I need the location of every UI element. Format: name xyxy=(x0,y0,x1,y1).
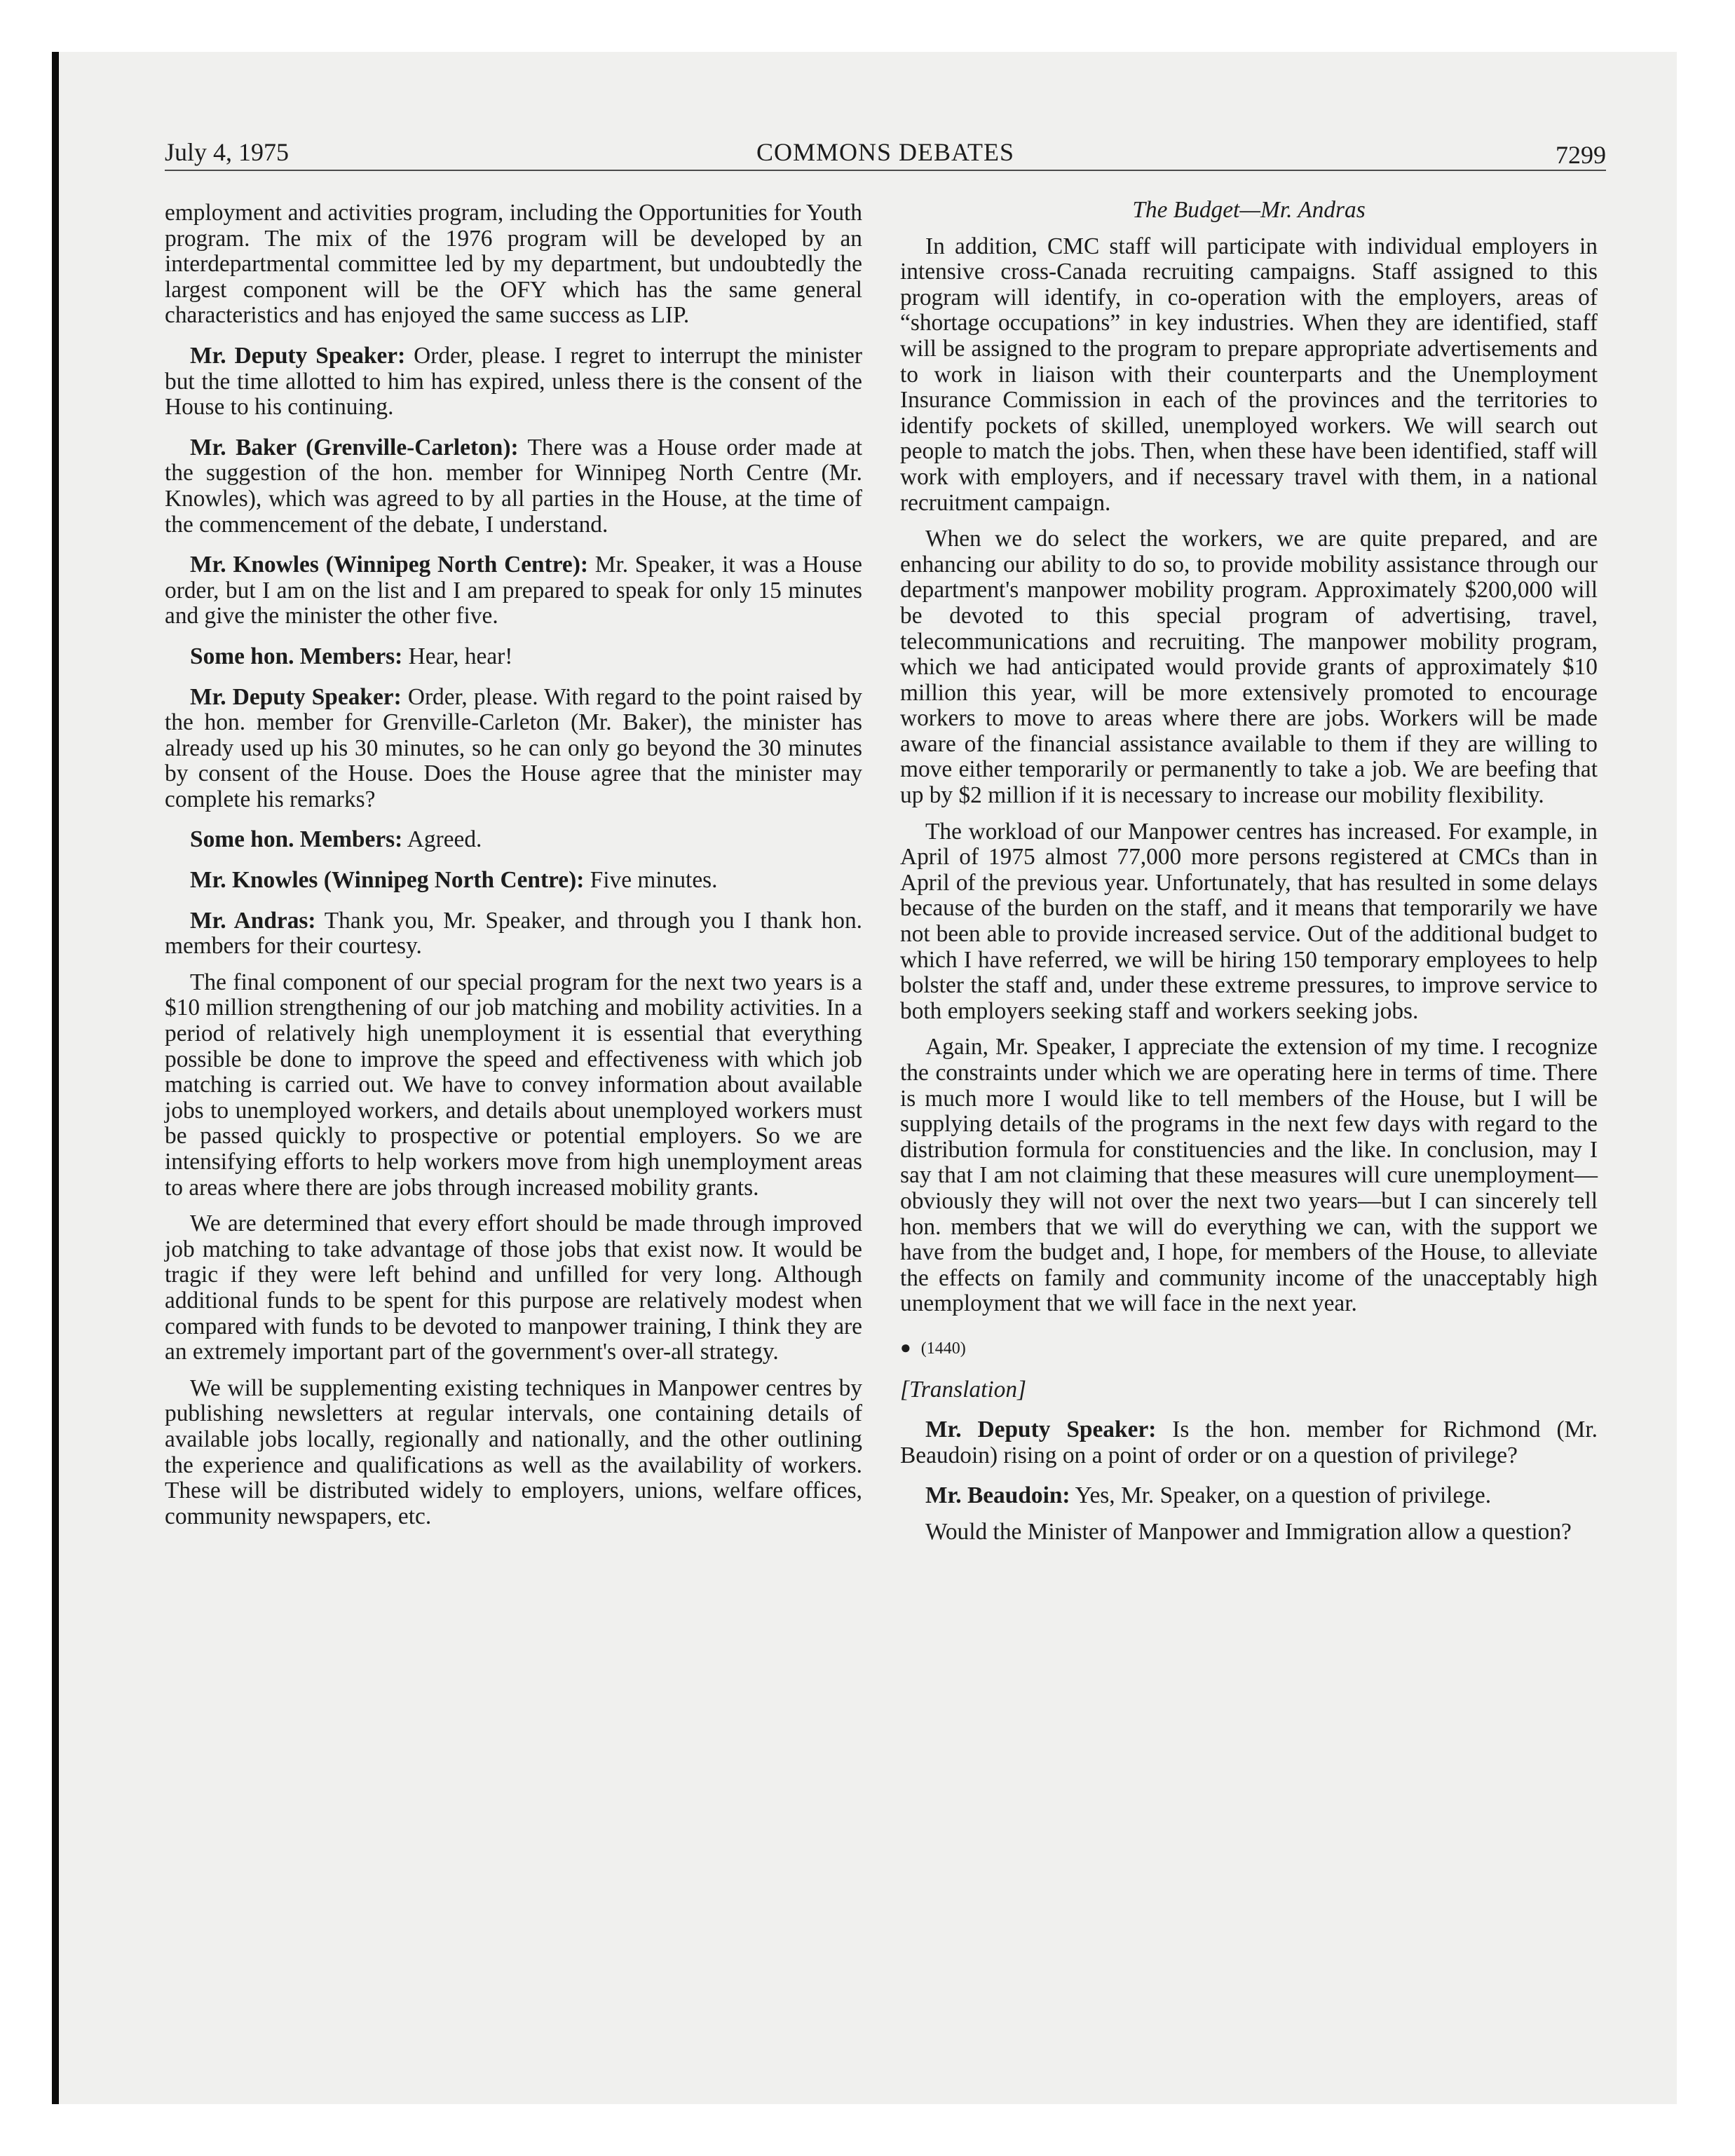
speech-text: Mr. Speaker, it was a House order, but I am on the list and I am prepared to speak for only 15 minutes and give the minister the other five. xyxy=(165,552,862,629)
speech-paragraph xyxy=(165,644,862,670)
speech-paragraph xyxy=(900,1417,1598,1468)
speaker-name: Mr. Baker (Grenville-Carleton): xyxy=(190,434,519,460)
speech-paragraph xyxy=(165,685,862,813)
speaker-name: Mr. Deputy Speaker: xyxy=(925,1417,1157,1443)
header-page-number: 7299 xyxy=(1556,141,1606,169)
speaker-name: Mr. Beaudoin: xyxy=(925,1482,1070,1509)
paragraph: In addition, CMC staff will participate with individual employers in intensive cross-Canada recruiting campaigns. Staff assigned to this program will identify, in co-operation with the employers, areas of “shortage occupations” in key industries. When they are identified, staff will be assigned to the program to prepare appropriate advertisements and to work in liaison with their counterparts and the Unemployment Insurance Commission in each of the provinces and the territories to identify pockets of skilled, unemployed workers. We will search out people to match the jobs. Then, when these have been identified, staff will work with employers, and if necessary travel with them, in a national recruitment campaign. xyxy=(900,233,1598,516)
speech-text: There was a House order made at the suggestion of the hon. member for Winnipeg North Centre (Mr. Knowles), which was agreed to by all parties in the House, at the time of the commencement of the debate, I understand. xyxy=(165,434,862,538)
speech-text: Thank you, Mr. Speaker, and through you I thank hon. members for their courtesy. xyxy=(165,907,862,960)
speaker-name: Mr. Knowles (Winnipeg North Centre): xyxy=(190,552,588,578)
time-marker-text: (1440) xyxy=(920,1339,966,1358)
speech-paragraph xyxy=(165,868,862,894)
speech-paragraph xyxy=(900,1483,1598,1509)
time-marker xyxy=(900,1335,1598,1362)
paragraph: Would the Minister of Manpower and Immigration allow a question? xyxy=(925,1518,1572,1545)
paragraph: We will be supplementing existing techniques in Manpower centres by publishing newsletters at regular intervals, one containing details of available jobs locally, regionally and nationally, and the other outlining the experience and qualifications as well as the availability of workers. These will be distributed widely to employers, unions, welfare offices, community newspapers, etc. xyxy=(165,1374,862,1529)
speech-text: Order, please. With regard to the point raised by the hon. member for Grenville-Carleton (Mr. Baker), the minister has already used up his 30 minutes, so he can only go beyond the 30 minutes by consent of the House. Does the House agree that the minister may complete his remarks? xyxy=(165,683,862,812)
paragraph: The workload of our Manpower centres has increased. For example, in April of 1975 almost 77,000 more persons registered at CMCs than in April of the previous year. Unfortunately, that has resulted in some delays because of the burden on the staff, and it means that temporarily we have not been able to provide increased service. Out of the additional budget to which I have referred, we will be hiring 150 temporary employees to help bolster the staff and, under these extreme pressures, to improve service to both employers seeking staff and workers seeking jobs. xyxy=(900,818,1598,1024)
header-date: July 4, 1975 xyxy=(165,138,290,166)
right-column xyxy=(900,198,1598,1556)
speech-paragraph xyxy=(165,343,862,421)
speech-paragraph xyxy=(165,908,862,960)
scan-binding-edge xyxy=(52,52,59,2104)
bullet-icon: ● xyxy=(900,1337,911,1358)
speech-text: Yes, Mr. Speaker, on a question of privilege. xyxy=(1070,1482,1492,1509)
speech-text: Order, please. I regret to interrupt the minister but the time allotted to him has expired, unless there is the consent of the House to his continuing. xyxy=(165,342,862,421)
header-publication-title: COMMONS DEBATES xyxy=(756,138,1015,166)
speech-paragraph xyxy=(165,552,862,629)
speech-text: Is the hon. member for Richmond (Mr. Beaudoin) rising on a point of order or on a question of privilege? xyxy=(900,1417,1598,1468)
speech-text: Five minutes. xyxy=(584,867,718,894)
paragraph: We are determined that every effort should be made through improved job matching to take advantage of those jobs that exist now. It would be tragic if they were left behind and unfilled for very long. Although additional funds to be spent for this purpose are relatively modest when compared with funds to be devoted to manpower training, I think they are an extremely important part of the government's over-all strategy. xyxy=(165,1210,862,1365)
paragraph: employment and activities program, including the Opportunities for Youth program. The mix of the 1976 program will be developed by an interdepartmental committee led by my department, but undoubtedly the largest component will be the OFY which has the same general characteristics and has enjoyed the same success as LIP. xyxy=(165,200,862,329)
speaker-name: Mr. Andras: xyxy=(190,907,316,934)
paragraph: Again, Mr. Speaker, I appreciate the extension of my time. I recognize the constraints under which we are operating here in terms of time. There is much more I would like to tell members of the House, but I will be supplying details of the programs in the next few days with regard to the distribution formula for constituencies and the like. In conclusion, may I say that I am not claiming that these measures will cure unemployment—obviously they will not over the next two years—but I can sincerely tell hon. members that we will do everything we can, with the support we have from the budget and, I hope, for members of the House, to alleviate the effects on family and community income of the unacceptably high unemployment that we will face in the next year. xyxy=(900,1034,1598,1317)
page-header xyxy=(165,137,1606,171)
speech-paragraph xyxy=(165,827,862,853)
speaker-name: Mr. Deputy Speaker: xyxy=(190,683,402,710)
speaker-name: Some hon. Members: xyxy=(190,826,403,853)
paragraph: When we do select the workers, we are quite prepared, and are enhancing our ability to do so, to provide mobility assistance through our department's manpower mobility program. Approximately $200,000 will be devoted to this special program of advertising, travel, telecommunications and recruiting. The manpower mobility program, which we had anticipated would provide grants of approximately $10 million this year, will be more extensively promoted to encourage workers to move to areas where there are jobs. Workers will be made aware of the financial assistance available to them if they are willing to move either temporarily or permanently to take a job. We are beefing that up by $2 million if it is necessary to increase our mobility flexibility. xyxy=(900,526,1598,809)
speech-text: Agreed. xyxy=(402,826,482,853)
speech-text: Hear, hear! xyxy=(402,643,513,669)
speaker-name: Some hon. Members: xyxy=(190,643,403,669)
speaker-name: Mr. Deputy Speaker: xyxy=(190,342,406,369)
speaker-name: Mr. Knowles (Winnipeg North Centre): xyxy=(190,867,585,894)
left-column xyxy=(165,200,862,1540)
paragraph: The final component of our special program for the next two years is a $10 million strengthening of our job matching and mobility activities. In a period of relatively high unemployment it is essential that everything possible be done to improve the speed and effectiveness with which job matching is carried out. We have to convey information about available jobs to unemployed workers, and details about unemployed workers must be passed quickly to prospective or potential employers. So we are intensifying efforts to help workers move from high unemployment areas to areas where there are jobs through increased mobility grants. xyxy=(165,969,862,1201)
translation-note: [Translation] xyxy=(900,1376,1027,1403)
running-head: The Budget—Mr. Andras xyxy=(1132,197,1366,223)
speech-paragraph xyxy=(165,435,862,538)
